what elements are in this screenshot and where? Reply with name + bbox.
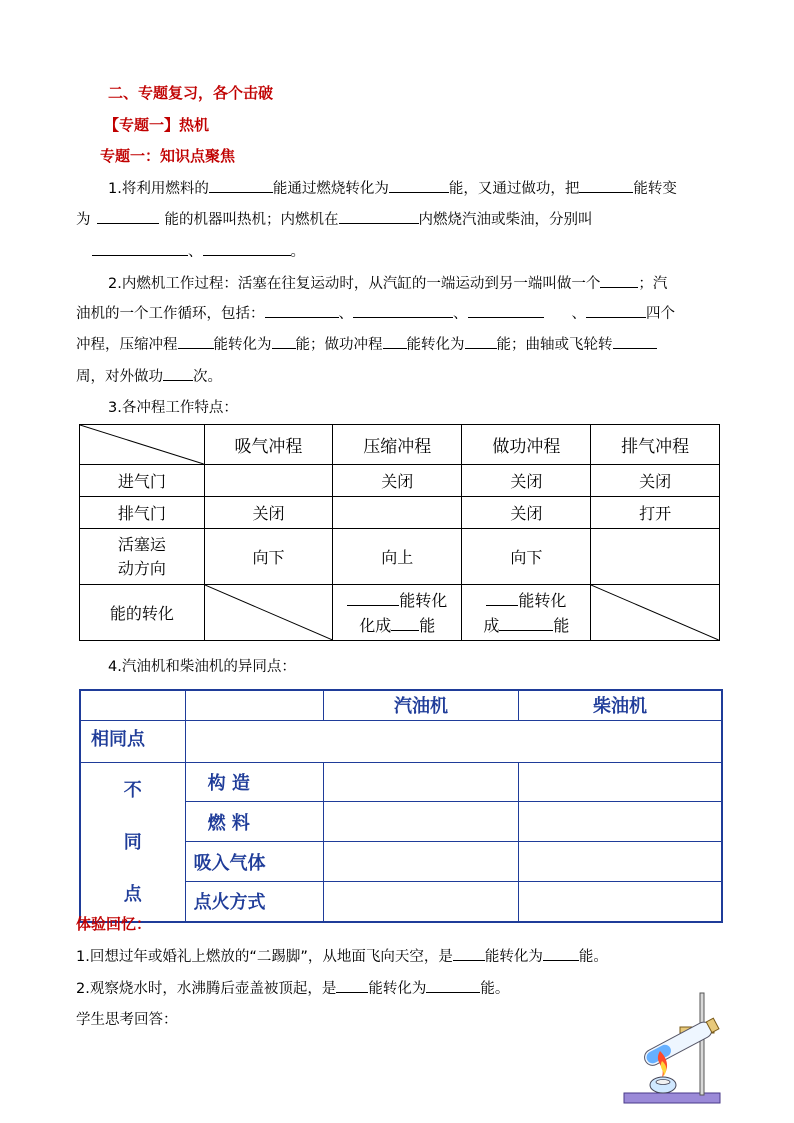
blank bbox=[579, 178, 633, 193]
table-row bbox=[80, 425, 720, 465]
table-row bbox=[80, 762, 722, 802]
blank bbox=[163, 366, 193, 381]
blank bbox=[468, 303, 544, 318]
q1-line2 bbox=[76, 208, 593, 229]
table-cell: 关闭 bbox=[591, 465, 720, 497]
exp-text: 能转化为 bbox=[484, 949, 543, 965]
q1-line1 bbox=[108, 177, 677, 198]
table-cell: 关闭 bbox=[462, 497, 591, 529]
exp-text: 能。 bbox=[480, 981, 510, 997]
blank bbox=[92, 241, 188, 256]
q1-text: 为 bbox=[76, 212, 91, 228]
q2-text: 2.内燃机工作过程：活塞在往复运动时，从汽缸的一端运动到另一端叫做一个 bbox=[108, 276, 601, 292]
row-label: 吸入气体 bbox=[185, 842, 323, 882]
col-header: 汽油机 bbox=[324, 690, 519, 720]
blank bbox=[426, 978, 480, 993]
table-cell bbox=[324, 842, 519, 882]
row-label bbox=[80, 529, 205, 585]
diagonal-cell bbox=[591, 585, 720, 641]
table-row bbox=[80, 690, 722, 720]
label-part: 动方向 bbox=[117, 558, 166, 578]
blank bbox=[391, 618, 419, 631]
row-label: 燃 料 bbox=[185, 802, 323, 842]
row-label: 进气门 bbox=[80, 465, 205, 497]
blank bbox=[178, 334, 214, 349]
comparison-table bbox=[79, 689, 723, 923]
q1-text: 能通过燃烧转化为 bbox=[272, 181, 389, 197]
blank bbox=[336, 978, 368, 993]
row-label: 点火方式 bbox=[185, 882, 323, 922]
table-row bbox=[80, 529, 720, 585]
table-row bbox=[80, 585, 720, 641]
q2-text: ；汽 bbox=[638, 276, 668, 292]
cell-text: 能 bbox=[553, 615, 570, 635]
q1-text: 内燃烧汽油或柴油，分别叫 bbox=[418, 212, 593, 228]
blank bbox=[586, 303, 646, 318]
table-cell bbox=[333, 585, 462, 641]
q1-text: 能，又通过做功，把 bbox=[448, 181, 580, 197]
exp-text: 2.观察烧水时，水沸腾后壶盖被顶起，是 bbox=[76, 981, 337, 997]
q1-text: 能的机器叫热机；内燃机在 bbox=[164, 212, 339, 228]
row-label: 构 造 bbox=[185, 762, 323, 802]
col-header: 排气冲程 bbox=[591, 425, 720, 465]
cell-text: 化成 bbox=[359, 615, 392, 635]
blank bbox=[203, 241, 291, 256]
table-cell bbox=[324, 762, 519, 802]
experience-line1 bbox=[76, 945, 608, 966]
corner-cell bbox=[185, 690, 323, 720]
exp-text: 能。 bbox=[578, 949, 608, 965]
test-tube-heating-illustration bbox=[620, 985, 728, 1107]
row-label: 能的转化 bbox=[80, 585, 205, 641]
experience-title: 体验回忆： bbox=[76, 915, 152, 933]
focus-title: 专题一：知识点聚焦 bbox=[100, 147, 236, 165]
row-label: 排气门 bbox=[80, 497, 205, 529]
blank bbox=[272, 334, 296, 349]
blank bbox=[383, 334, 407, 349]
q2-text: 能转化为 bbox=[213, 337, 272, 353]
table-cell: 向下 bbox=[204, 529, 333, 585]
blank bbox=[453, 946, 485, 961]
table-cell: 关闭 bbox=[333, 465, 462, 497]
experience-line3: 学生思考回答： bbox=[76, 1012, 178, 1028]
table-cell bbox=[324, 802, 519, 842]
table-cell bbox=[462, 585, 591, 641]
blank bbox=[339, 209, 419, 224]
blank bbox=[389, 178, 449, 193]
table-cell: 向上 bbox=[333, 529, 462, 585]
table-cell bbox=[204, 465, 333, 497]
table-cell bbox=[324, 882, 519, 922]
q2-line2 bbox=[76, 302, 675, 323]
blank bbox=[499, 618, 553, 631]
q2-line4 bbox=[76, 365, 222, 386]
q2-text: 周，对外做功 bbox=[76, 369, 163, 385]
blank bbox=[209, 178, 273, 193]
col-header: 柴油机 bbox=[519, 690, 723, 720]
label-part: 同 bbox=[123, 831, 142, 853]
col-header: 吸气冲程 bbox=[204, 425, 333, 465]
q4-title: 4.汽油机和柴油机的异同点： bbox=[108, 659, 296, 675]
col-header: 压缩冲程 bbox=[333, 425, 462, 465]
blank bbox=[353, 303, 453, 318]
col-header: 做功冲程 bbox=[462, 425, 591, 465]
cell-text: 能 bbox=[419, 615, 436, 635]
diff-label bbox=[80, 762, 185, 922]
label-part: 活塞运 bbox=[117, 534, 166, 554]
table-row bbox=[80, 497, 720, 529]
stroke-table bbox=[79, 424, 720, 641]
table-cell bbox=[519, 882, 723, 922]
experience-line2 bbox=[76, 977, 509, 998]
section-heading: 二、专题复习，各个击破 bbox=[108, 84, 274, 102]
label-part: 不 bbox=[123, 779, 142, 801]
q1-text: 能转变 bbox=[633, 181, 677, 197]
blank bbox=[543, 946, 579, 961]
table-cell: 关闭 bbox=[462, 465, 591, 497]
diagonal-cell bbox=[204, 585, 333, 641]
table-row bbox=[80, 720, 722, 762]
table-cell bbox=[519, 802, 723, 842]
corner-cell bbox=[80, 690, 185, 720]
blank bbox=[486, 593, 518, 606]
blank bbox=[265, 303, 339, 318]
q2-text: 能；做功冲程 bbox=[295, 337, 383, 353]
topic-title: 【专题一】热机 bbox=[104, 116, 210, 134]
table-cell bbox=[519, 762, 723, 802]
table-cell: 关闭 bbox=[204, 497, 333, 529]
row-label: 相同点 bbox=[80, 720, 185, 762]
table-cell bbox=[333, 497, 462, 529]
label-part: 点 bbox=[123, 883, 142, 905]
q3-title: 3.各冲程工作特点： bbox=[108, 400, 238, 416]
table-cell: 打开 bbox=[591, 497, 720, 529]
blank bbox=[600, 273, 638, 288]
q2-text: 冲程，压缩冲程 bbox=[76, 337, 178, 353]
diagonal-cell bbox=[80, 425, 205, 465]
exp-text: 能转化为 bbox=[368, 981, 427, 997]
q2-line3 bbox=[76, 333, 657, 354]
q2-text: 次。 bbox=[193, 369, 222, 385]
table-row bbox=[80, 465, 720, 497]
blank bbox=[465, 334, 497, 349]
q2-text: 四个 bbox=[646, 306, 675, 322]
exp-text: 1.回想过年或婚礼上燃放的“二踢脚”，从地面飞向天空，是 bbox=[76, 949, 453, 965]
q2-line1 bbox=[108, 272, 667, 293]
blank bbox=[613, 334, 657, 349]
blank bbox=[347, 593, 399, 606]
q1-text: 。 bbox=[290, 244, 305, 260]
table-cell bbox=[591, 529, 720, 585]
q1-text: 1.将利用燃料的 bbox=[108, 181, 209, 197]
q2-text: 、 bbox=[453, 306, 468, 322]
table-cell bbox=[185, 720, 722, 762]
q2-text: 油机的一个工作循环，包括： bbox=[76, 306, 265, 322]
q2-text: 、 bbox=[338, 306, 353, 322]
q2-text: 能；曲轴或飞轮转 bbox=[496, 337, 613, 353]
table-cell bbox=[519, 842, 723, 882]
blank bbox=[97, 209, 159, 224]
q1-line3 bbox=[92, 240, 305, 261]
table-cell: 向下 bbox=[462, 529, 591, 585]
q1-text: 、 bbox=[188, 244, 203, 260]
cell-text: 能转化 bbox=[518, 590, 567, 610]
q2-text: 能转化为 bbox=[406, 337, 465, 353]
cell-text: 能转化 bbox=[399, 590, 448, 610]
q2-text: 、 bbox=[571, 306, 586, 322]
cell-text: 成 bbox=[483, 615, 500, 635]
